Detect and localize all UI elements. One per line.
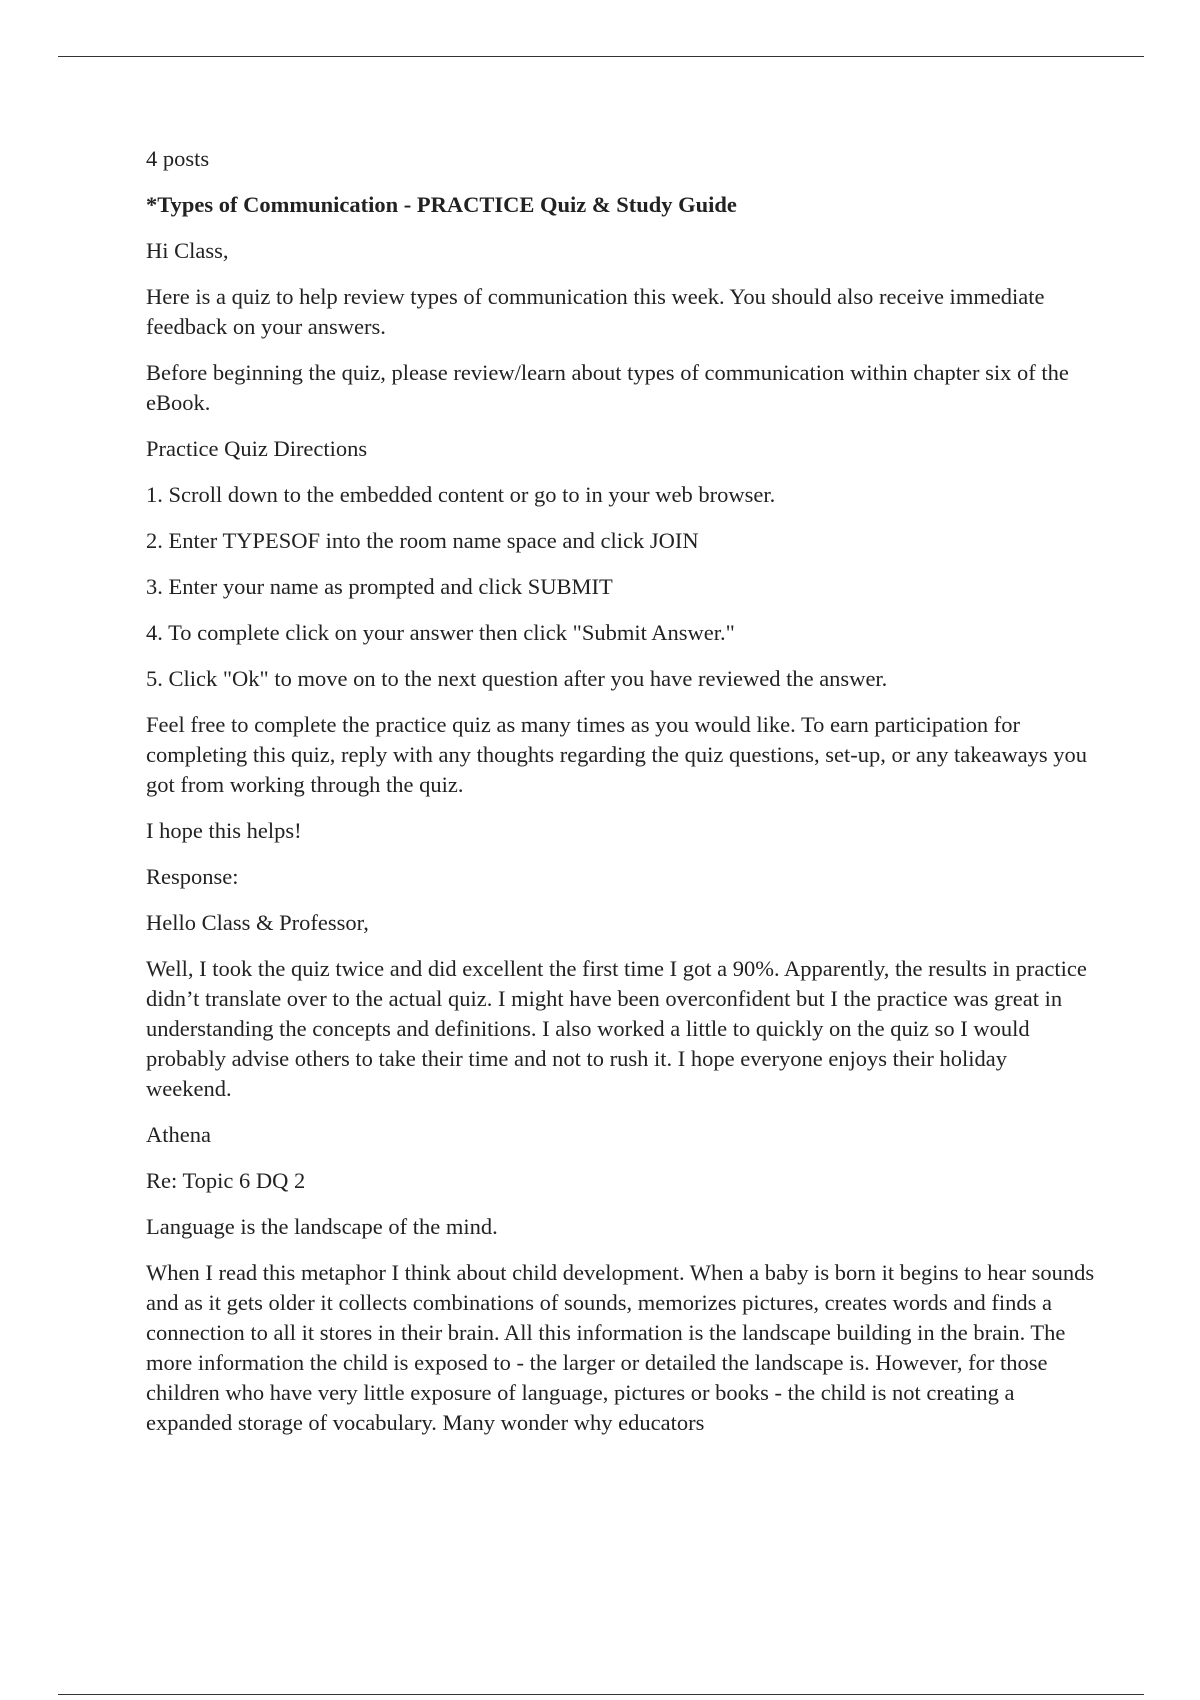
- hope-line: I hope this helps!: [146, 818, 302, 843]
- reply-subject: Re: Topic 6 DQ 2: [146, 1168, 306, 1193]
- before-quiz-paragraph: Before beginning the quiz, please review/learn about types of communication within chapter six of the eBook.: [146, 360, 1069, 415]
- bottom-divider: [58, 1694, 1144, 1695]
- response-body: Well, I took the quiz twice and did excellent the first time I got a 90%. Apparently, the results in practice didn’t translate over to the actual quiz. I might have been overconfident but I the practice was great in understanding the concepts and definitions. I also worked a little to quickly on the quiz so I would probably advise others to take their time and not to rush it. I hope everyone enjoys their holiday weekend.: [146, 956, 1087, 1101]
- response-label: Response:: [146, 864, 239, 889]
- directions-heading: Practice Quiz Directions: [146, 436, 368, 461]
- step-2: 2. Enter TYPESOF into the room name space and click JOIN: [146, 528, 699, 553]
- response-greeting: Hello Class & Professor,: [146, 910, 369, 935]
- feel-free-paragraph: Feel free to complete the practice quiz as many times as you would like. To earn participation for completing this quiz, reply with any thoughts regarding the quiz questions, set-up, or any takeaways you got from working through the quiz.: [146, 712, 1088, 797]
- step-4: 4. To complete click on your answer then click "Submit Answer.": [146, 620, 735, 645]
- step-1: 1. Scroll down to the embedded content or go to in your web browser.: [146, 482, 776, 507]
- post-count: 4 posts: [146, 146, 210, 171]
- signature: Athena: [146, 1122, 211, 1147]
- document-body: [146, 144, 1096, 1454]
- post-title: *Types of Communication - PRACTICE Quiz & Study Guide: [146, 192, 737, 217]
- quote: Language is the landscape of the mind.: [146, 1214, 498, 1239]
- step-3: 3. Enter your name as prompted and click SUBMIT: [146, 574, 613, 599]
- top-divider: [58, 56, 1144, 57]
- greeting: Hi Class,: [146, 238, 229, 263]
- step-5: 5. Click "Ok" to move on to the next question after you have reviewed the answer.: [146, 666, 888, 691]
- reply-body: When I read this metaphor I think about child development. When a baby is born it begins to hear sounds and as it gets older it collects combinations of sounds, memorizes pictures, creates words and finds a connection to all it stores in their brain. All this information is the landscape building in the brain. The more information the child is exposed to - the larger or detailed the landscape is. However, for those children who have very little exposure of language, pictures or books - the child is not creating a expanded storage of vocabulary. Many wonder why educators: [146, 1260, 1095, 1435]
- intro-paragraph: Here is a quiz to help review types of communication this week. You should also receive immediate feedback on your answers.: [146, 284, 1045, 339]
